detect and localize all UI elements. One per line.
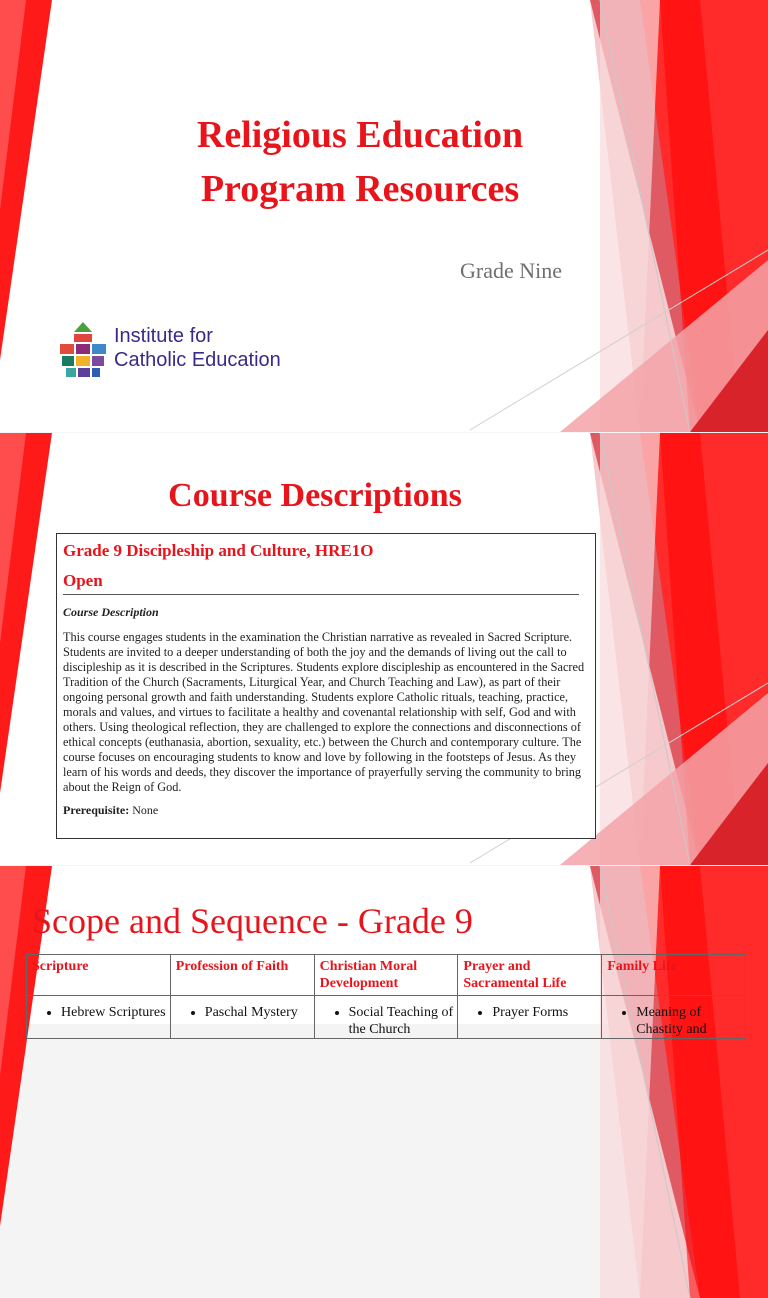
page-title (120, 108, 600, 216)
description-label: Course Description (63, 605, 159, 619)
scope-table (26, 954, 746, 1039)
description-text: This course engages students in the examination the Christian narrative as revealed in Sacred Scripture. Students are invited to a deeper understanding of both the joy and the demands of living out the call to discipleship as it is described in the Scriptures. Students explore discipleship as encountered in the Sacred Tradition of the Church (Sacraments, Liturgical Year, and Church Teaching and Law), as part of their ongoing personal growth and faith understanding. Students explore Catholic rituals, teaching, practice, morals and values, and virtues to facilitate a healthy and covenantal relationship with self, God and with others. Using theological reflection, they are challenged to explore the connections and disconnections of ethical concepts (euthanasia, abortion, sexuality, etc.) between the Church and contemporary culture. The course focuses on encouraging students to know and love by following in the footsteps of Jesus. As they learn of his words and deeds, they discover the importance of prayerfully serving the community to bring about the Reign of God. (63, 630, 585, 794)
column-header: Scripture (27, 955, 171, 996)
scope-sequence-slide (0, 866, 768, 1037)
course-description-box (56, 533, 596, 839)
title-slide (0, 0, 768, 432)
list-item: • Prayer Forms (492, 1004, 597, 1021)
cross-logo-icon (60, 322, 106, 388)
column-header: Prayer and Sacramental Life (458, 955, 602, 996)
table-cell (27, 996, 171, 1039)
title-line-1: Religious Education (196, 114, 524, 156)
section-title: Scope and Sequence - Grade 9 (32, 901, 473, 941)
course-descriptions-slide (0, 433, 768, 865)
divider (63, 594, 579, 595)
list-item: • Social Teaching of the Church (349, 1004, 454, 1038)
list-item: • Hebrew Scriptures (61, 1004, 166, 1021)
table-cell (314, 996, 458, 1039)
prerequisite-value: None (132, 803, 159, 817)
logo-text (114, 324, 281, 372)
institute-logo (60, 322, 320, 388)
logo-line-1: Institute for (114, 325, 213, 347)
prerequisite (63, 803, 589, 818)
logo-line-2: Catholic Education (114, 349, 281, 371)
title-line-2: Program Resources (200, 168, 520, 210)
list-item: • Meaning of Chastity and (636, 1004, 741, 1038)
table-cell (458, 996, 602, 1039)
subtitle: Grade Nine (460, 258, 563, 283)
table-row (27, 996, 746, 1039)
table-cell (170, 996, 314, 1039)
table-header-row (27, 955, 746, 996)
column-header: Family Life (602, 955, 746, 996)
course-type: Open (63, 571, 103, 590)
prerequisite-label: Prerequisite: (63, 803, 130, 817)
table-cell (602, 996, 746, 1039)
list-item: • Paschal Mystery (205, 1004, 310, 1021)
section-title: Course Descriptions (168, 477, 462, 514)
course-heading: Grade 9 Discipleship and Culture, HRE1O (63, 541, 374, 560)
column-header: Profession of Faith (170, 955, 314, 996)
column-header: Christian Moral Development (314, 955, 458, 996)
